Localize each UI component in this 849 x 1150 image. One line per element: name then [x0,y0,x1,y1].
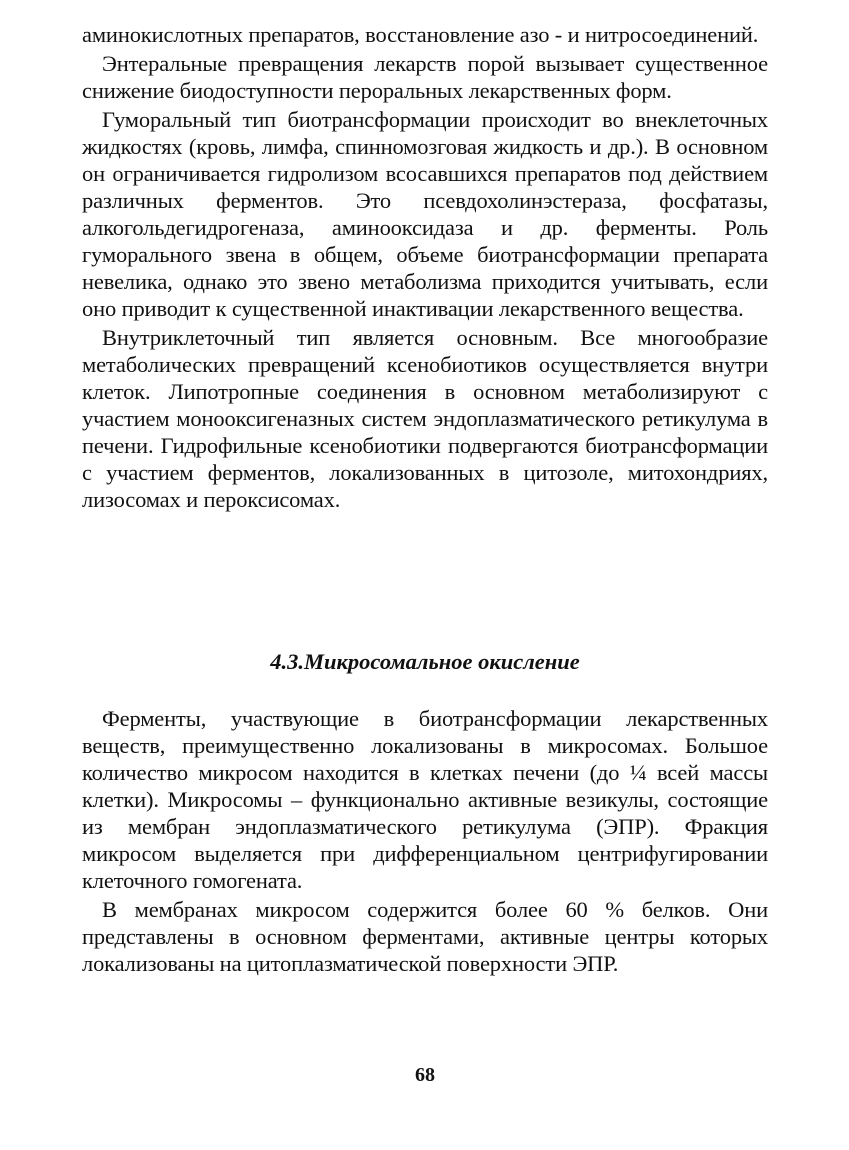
paragraph-enteral: Энтеральные превращения лекарств порой вызывает существенное снижение биодоступности пероральных лекарственных форм. [82,51,768,103]
text-block-top [82,21,768,515]
section-title: 4.3.Микросомальное окисление [270,649,580,674]
paragraph-humoral: Гуморальный тип биотрансформации происходит во внеклеточных жидкостях (кровь, лимфа, спинномозговая жидкость и др.). В основном он ограничивается гидролизом всосавшихся препаратов под действием различных ферментов. Это псевдохолинэстераза, фосфатазы, алкогольдегидрогеназа, аминооксидаза и др. ферменты. Роль гуморального звена в общем, объеме биотрансформации препарата невелика, однако это звено метаболизма приходится учитывать, если оно приводит к существенной инактивации лекарственного вещества. [82,107,768,321]
paragraph-intracellular: Внутриклеточный тип является основным. Все многообразие метаболических превращений ксенобиотиков осуществляется внутри клеток. Липотропные соединения в основном метаболизируют с участием монооксигеназных систем эндоплазматического ретикулума в печени. Гидрофильные ксенобиотики подвергаются биотрансформации с участием ферментов, локализованных в цитозоле, митохондриях, лизосомах и пероксисомах. [82,325,768,512]
text-block-bottom [82,705,768,979]
paragraph-enzymes: Ферменты, участвующие в биотрансформации лекарственных веществ, преимущественно локализованы в микросомах. Большое количество микросом находится в клетках печени (до ¼ всей массы клетки). Микросомы – функционально активные везикулы, состоящие из мембран эндоплазматического ретикулума (ЭПР). Фракция микросом выделяется при дифференциальном центрифугировании клеточного гомогената. [82,706,768,893]
document-page [82,21,768,1121]
paragraph-membranes: В мембранах микросом содержится более 60 % белков. Они представлены в основном ферментами, активные центры которых локализованы на цитоплазматической поверхности ЭПР. [82,897,768,976]
paragraph-continuation: аминокислотных препаратов, восстановление азо - и нитросоединений. [82,22,759,47]
page-number: 68 [415,1064,435,1086]
